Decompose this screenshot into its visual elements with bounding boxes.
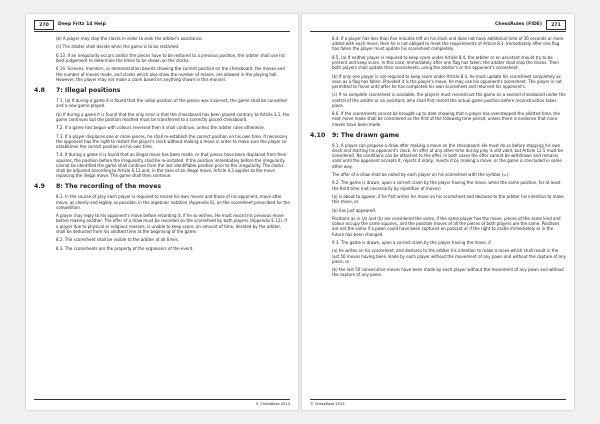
section-heading [34,183,290,190]
section-number: 4.10 [310,131,326,139]
section-title: 7: Illegal positions [56,86,121,94]
paragraph: 8.2. The scoresheet shall be visible to the arbiter at all times. [56,237,180,243]
paragraph: 8.3. The scoresheets are the property of the organisers of the event. [56,245,194,251]
paragraph: 9.1. A player can propose a draw after making a move on the chessboard. He must do so before stopping his own clock and starting his opponent's clock. An offer at any other time during play is still valid, but Article 12.5 must be considered. No conditions can be attached to the offer. In both cases the offer cannot be withdrawn and remains valid until the opponent accepts it, rejects it orally, rejects it by making a move, or the game is concluded in some other way. [332,142,564,169]
footer-divider [34,399,290,400]
header-divider [34,31,290,32]
page-header [34,20,290,30]
paragraph: 7.3. If a player displaces one or more pieces, he shall re-establish the correct position on his own time. If necessary the opponent has the right to restart the player's clock without making a move in order to make sure the player re-establishes the correct position on his own time. [56,133,288,149]
paragraph: (a) is about to appear, if he first writes his move on his scoresheet and declares to the arbiter his intention to make this move, or [332,193,564,205]
paragraph: (b) If during a game it is found that the only error is that the chessboard has been placed contrary to Article 2.1, the game continues but the position reached must be transferred to a correctly placed chessboard. [56,111,290,122]
paragraph: (b) If only one player is not required to keep score under Article 8.4, he must update his scoresheet completely as soon as a flag has fallen. Provided it is the player's move, he may use his opponent's scoresheet. The player is not permitted to move until after he has completed his own scoresheet and returned his opponent's. [332,73,562,89]
header-title: Deep Fritz 14 Help [58,22,106,27]
section-heading [310,132,566,139]
page-footer: © ChessBase 2013 [255,402,290,406]
section-title: 8: The recording of the moves [56,183,162,191]
paragraph: 8.4. If a player has less than five minutes left on his clock and does not have additional time of 30 seconds or more added with each move, then he is not obliged to meet the requirements of Article 8.1. Immediately after one flag has fallen the player must update his scoresheet completely. [332,36,564,52]
section-title: 9: The drawn game [332,131,400,139]
footer-divider [310,399,566,400]
paragraph: (c) The arbiter shall decide when the game is to be restarted. [56,44,180,50]
paragraph: (b) A player may stop the clocks in order to seek the arbiter's assistance. [56,36,203,41]
right-page [302,14,574,410]
paragraph: (b) the last 50 consecutive moves have been made by each player without the movement of any pawn and without the capture of any piece. [332,267,564,278]
header-divider [310,31,566,32]
left-page [26,14,298,410]
header-title: ChessRules (FIDE) [494,22,542,27]
page-header [310,20,566,30]
paragraph: 8.1. In the course of play each player is required to record his own moves and those of his opponent, move after move, as clearly and legibly as possible, in the algebraic notation (Appendix E), on the scoresheet prescribed for the competition. [56,194,290,210]
paragraph: 8.5. (a) If neither player is required to keep score under Article 8.4, the arbiter or an assistant should try to be present and keep score. In this case, immediately after one flag has fallen, the arbiter shall stop the clocks. Then both players shall update their scoresheets, using the arbiter's or the opponent's scoresheet. [332,54,559,71]
paragraph: 6.14. Screens, monitors, or demonstration boards showing the current position on the chessboard, the moves and the number of moves made, and clocks which also show the number of moves, are allowed in the playing hall. However, the player may not make a claim based on anything shown in this manner. [56,66,285,82]
section-heading [34,87,290,94]
page-number: 270 [34,20,54,30]
page-footer: © ChessBase 2013 [310,402,345,406]
paragraph: The offer of a draw shall be noted by each player on his scoresheet with the symbol (=). [332,172,510,177]
paragraph: Positions as in (a) and (b) are considered the same, if the same player has the move, pieces of the same kind and colour occupy the same squares, and the possible moves of all the pieces of both players are the same. Positions are not the same if a pawn could have been captured en passant or if the right to castle immediately or in the future has been changed. [332,215,561,237]
paragraph: 6.13. If an irregularity occurs and/or the pieces have to be restored to a previous position, the arbiter shall use his best judgement to determine the times to be shown on the clocks. [56,52,285,63]
paragraph: (c) If no complete scoresheet is available, the players must reconstruct the game on a second chessboard under the control of the arbiter or an assistant, who shall first record the actual game position before reconstruction takes place. [332,92,566,108]
paragraph: (a) he writes on his scoresheet, and declares to the arbiter his intention to make a move which shall result in the last 50 moves having been made by each player without the movement of any pawn and without the capture of any piece, or [332,248,566,264]
section-number: 4.8 [34,86,45,94]
section-number: 4.9 [34,183,45,191]
paragraph: (b) has just appeared. [332,207,377,213]
paragraph: 7.2. If a game has begun with colours reversed then it shall continue, unless the arbiter rules otherwise. [56,125,266,131]
paragraph: 8.6. If the scoresheets cannot be brought up to date showing that a player has overstepped the allotted time, the next move made shall be considered as the first of the following time period, unless there is evidence that more moves have been made. [332,111,560,127]
page-number: 271 [546,20,566,30]
page-body [34,36,290,394]
paragraph: 9.2. The game is drawn, upon a correct claim by the player having the move, when the same position, for at least the third time (not necessarily by repetition of moves) [332,180,561,191]
paragraph: 7.1. (a) If during a game it is found that the initial position of the pieces was incorrect, the game shall be cancelled and a new game played. [56,97,287,109]
paragraph: A player may reply to his opponent's move before recording it, if he so wishes. He must record his previous move before making another. The offer of a draw must be recorded on the scoresheet by both players (Appendix E.12). If a player due to physical or religious reasons, is unable to keep score, an amount of time, decided by the arbiter, shall be deducted from his allotted time at the beginning of the game. [56,213,288,234]
page-body [310,36,566,394]
paragraph: 9.3. The game is drawn, upon a correct claim by the player having the move, if [332,239,491,245]
paragraph: 7.4. If during a game it is found that an illegal move has been made, or that pieces have been displaced from their squares, the position before the irregularity shall be re-instated. If the position immediately before the irregularity cannot be identified the game shall continue from the last identifiable position prior to the irregularity. The clocks shall be adjusted according to Article 6.13 and, in the case of an illegal move, Article 4.3 applies to the move replacing the illegal move. The game shall then continue. [56,152,287,179]
